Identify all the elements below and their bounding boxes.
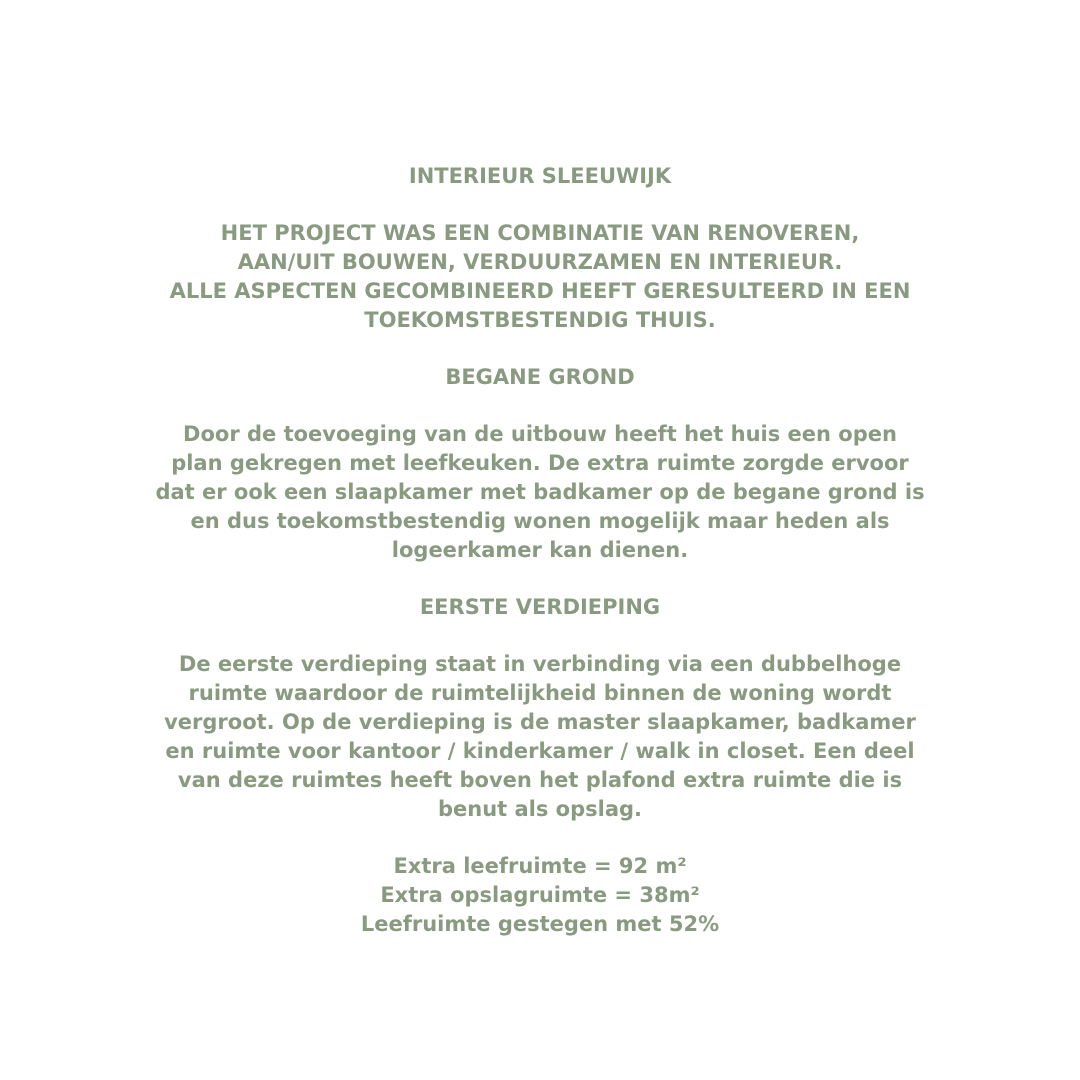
stat-extra-leefruimte: Extra leefruimte = 92 m² xyxy=(393,854,687,878)
stat-leefruimte-gestegen: Leefruimte gestegen met 52% xyxy=(360,912,720,936)
project-description xyxy=(0,162,1080,939)
eerste-verdieping-paragraph xyxy=(130,650,950,824)
paragraph-line: De eerste verdieping staat in verbinding via een dubbelhoge xyxy=(178,652,902,676)
stat-extra-opslagruimte: Extra opslagruimte = 38m² xyxy=(380,883,700,907)
paragraph-line: plan gekregen met leefkeuken. De extra ruimte zorgde ervoor xyxy=(171,451,909,475)
intro-line: TOEKOMSTBESTENDIG THUIS. xyxy=(364,308,716,332)
spacer xyxy=(0,335,1080,363)
paragraph-line: ruimte waardoor de ruimtelijkheid binnen de woning wordt xyxy=(188,681,892,705)
intro-line: ALLE ASPECTEN GECOMBINEERD HEEFT GERESULTEERD IN EEN xyxy=(169,279,911,303)
paragraph-line: van deze ruimtes heeft boven het plafond extra ruimte die is xyxy=(177,768,903,792)
section-heading-eerste-verdieping: EERSTE VERDIEPING xyxy=(419,595,661,619)
spacer xyxy=(0,191,1080,219)
intro-line: HET PROJECT WAS EEN COMBINATIE VAN RENOVEREN, xyxy=(220,221,860,245)
stats-block xyxy=(130,852,950,939)
spacer xyxy=(0,622,1080,650)
page-title: INTERIEUR SLEEUWIJK xyxy=(408,164,672,188)
paragraph-line: Door de toevoeging van de uitbouw heeft het huis een open xyxy=(183,422,897,446)
spacer xyxy=(0,565,1080,593)
intro-paragraph xyxy=(125,219,955,335)
paragraph-line: dat er ook een slaapkamer met badkamer op de begane grond is xyxy=(155,480,925,504)
paragraph-line: logeerkamer kan dienen. xyxy=(391,538,689,562)
paragraph-line: en dus toekomstbestendig wonen mogelijk maar heden als xyxy=(190,509,890,533)
section-heading-begane-grond: BEGANE GROND xyxy=(445,365,635,389)
intro-line: AAN/UIT BOUWEN, VERDUURZAMEN EN INTERIEUR. xyxy=(237,250,843,274)
paragraph-line: vergroot. Op de verdieping is de master slaapkamer, badkamer xyxy=(164,710,916,734)
paragraph-line: benut als opslag. xyxy=(437,797,643,821)
paragraph-line: en ruimte voor kantoor / kinderkamer / walk in closet. Een deel xyxy=(165,739,915,763)
begane-grond-paragraph xyxy=(130,420,950,565)
spacer xyxy=(0,392,1080,420)
spacer xyxy=(0,824,1080,852)
